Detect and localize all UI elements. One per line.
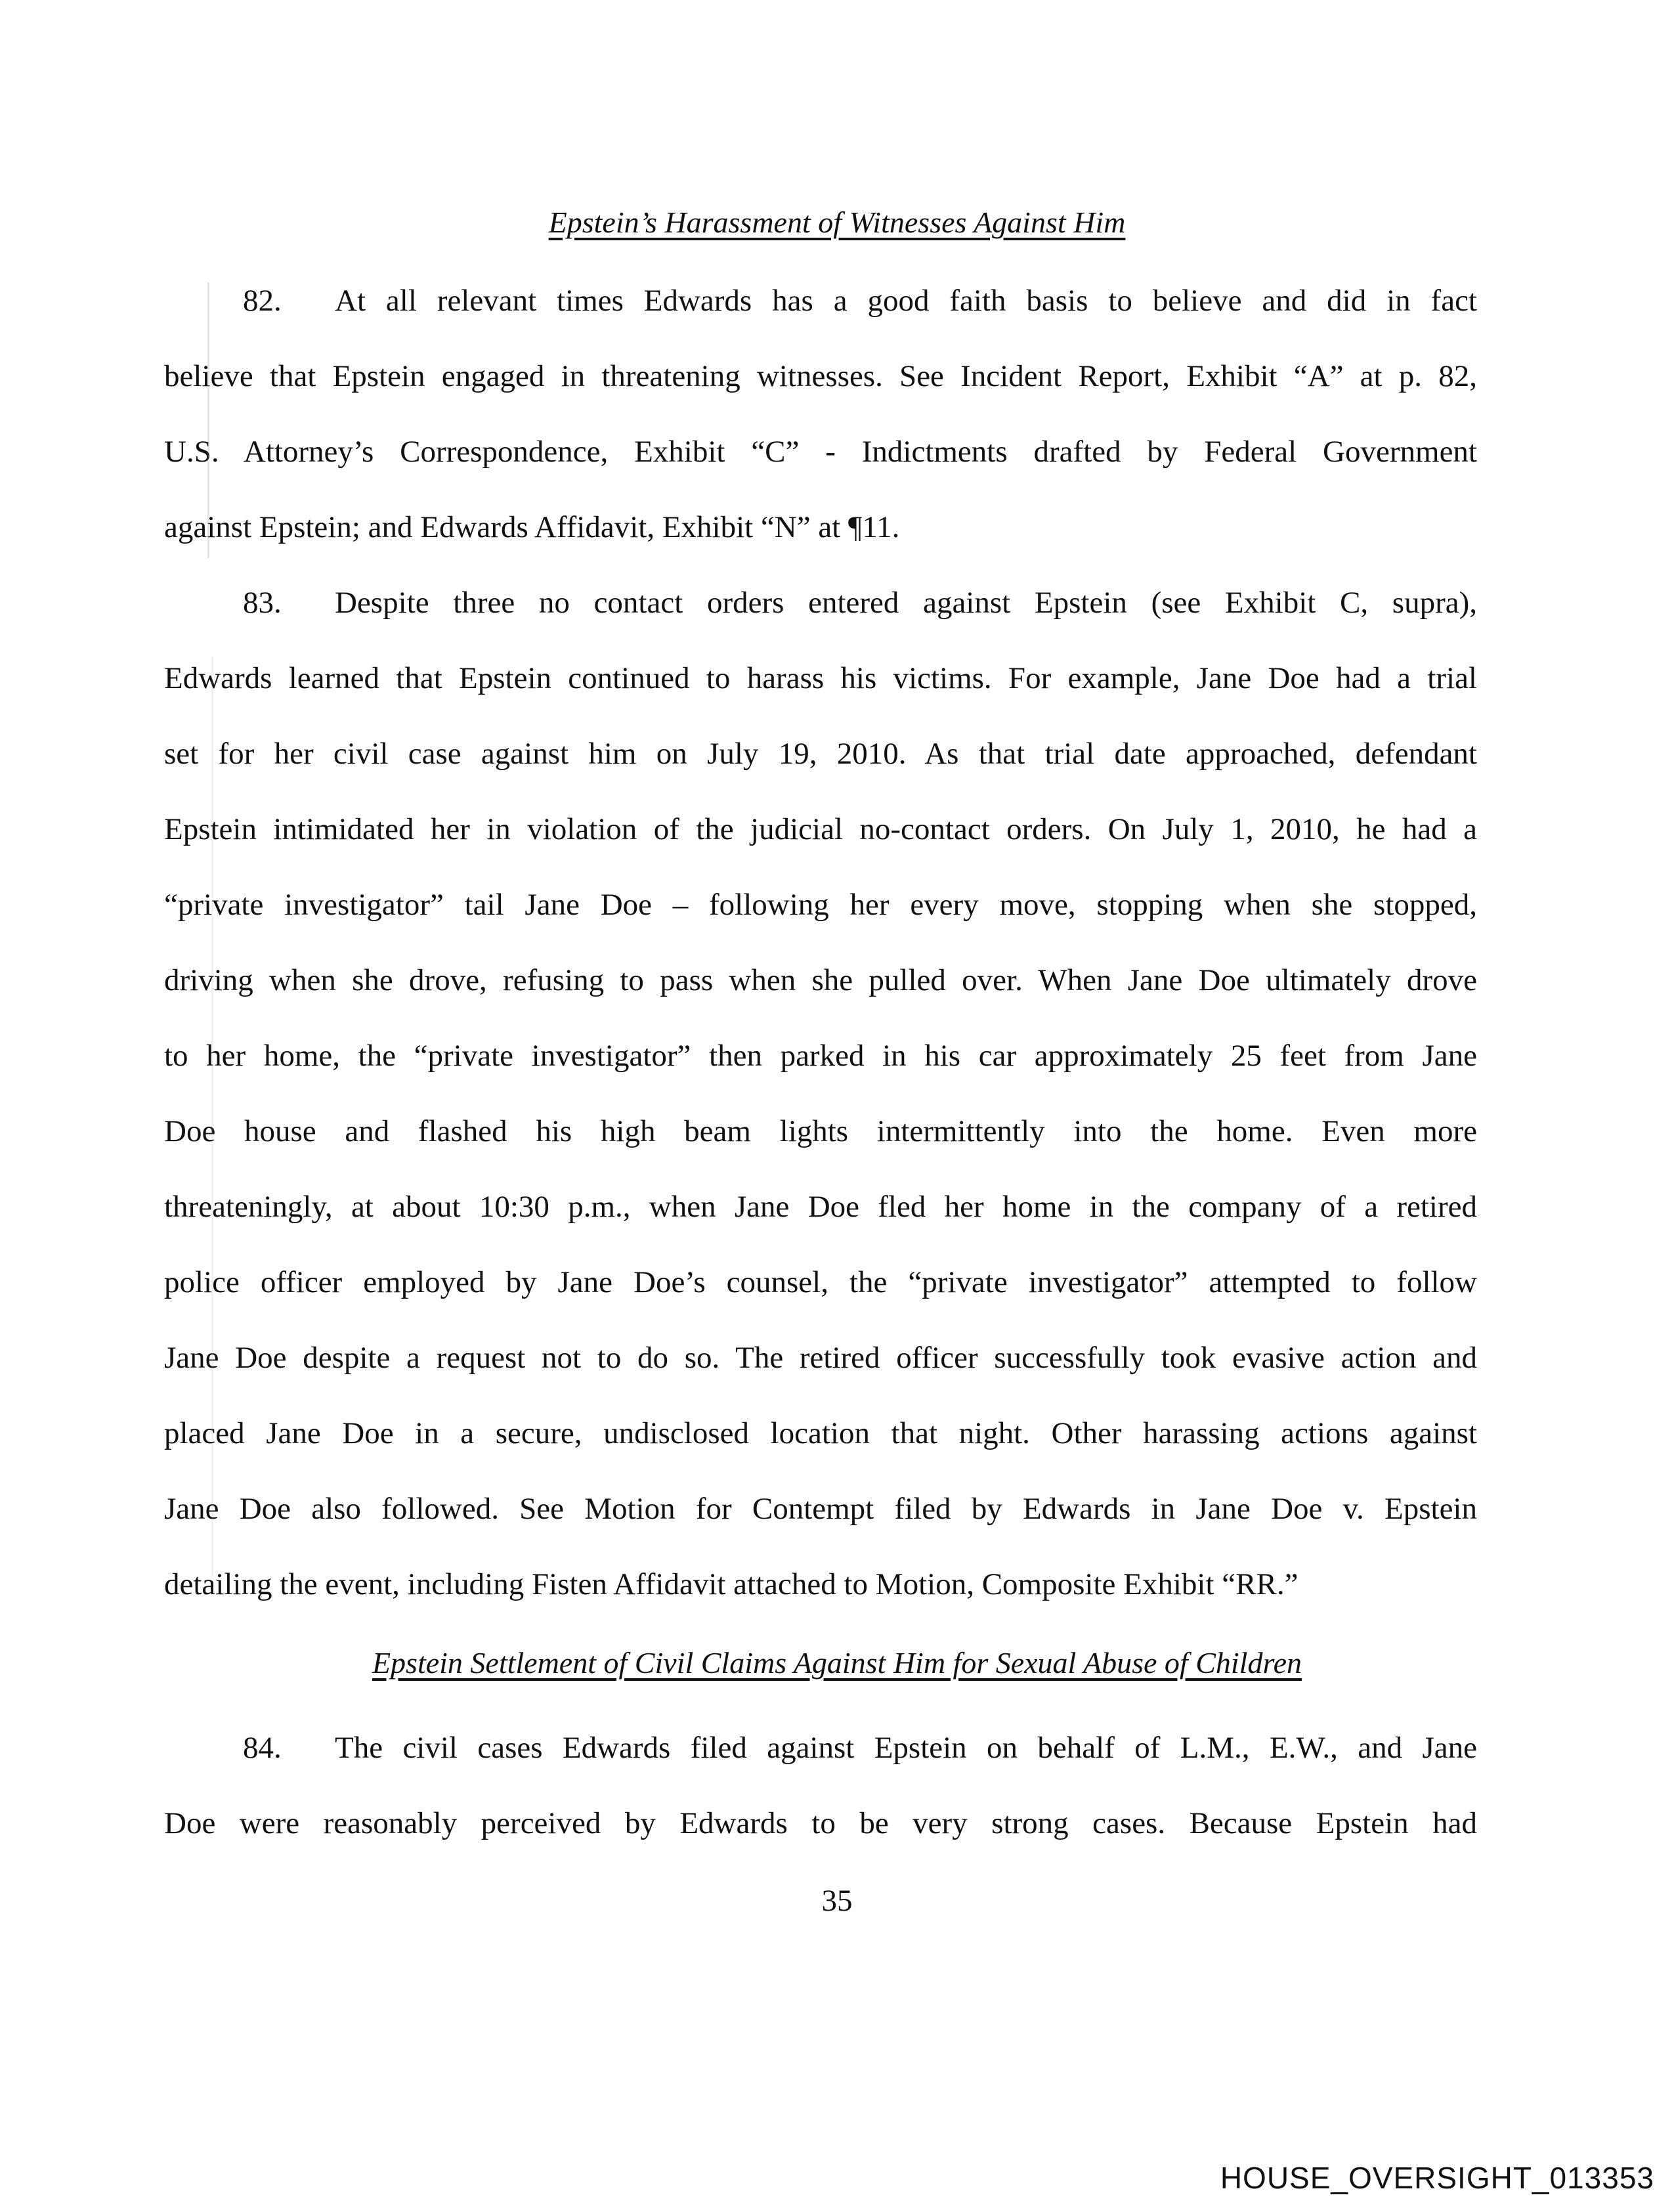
paragraph-83-line-5: “private investigator” tail Jane Doe – following her every move, stopping when she stopped, — [164, 888, 1477, 922]
paragraph-83-line-8: Doe house and flashed his high beam lights intermittently into the home. Even more — [164, 1114, 1477, 1148]
paragraph-83-line-6: driving when she drove, refusing to pass when she pulled over. When Jane Doe ultimately drove — [164, 963, 1477, 997]
paragraph-83-line-3: set for her civil case against him on July 19, 2010. As that trial date approached, defendant — [164, 737, 1477, 771]
page-number: 35 — [821, 1884, 853, 1918]
scan-artifact-mark — [211, 657, 213, 1576]
paragraph-number-82: 82. — [243, 284, 282, 318]
bates-stamp: HOUSE_OVERSIGHT_013353 — [1220, 2161, 1654, 2195]
paragraph-84-line-2: Doe were reasonably perceived by Edwards to be very strong cases. Because Epstein had — [164, 1806, 1477, 1840]
paragraph-82-line-3: U.S. Attorney’s Correspondence, Exhibit “C” - Indictments drafted by Federal Government — [164, 435, 1477, 469]
paragraph-82-line-2: believe that Epstein engaged in threatening witnesses. See Incident Report, Exhibit “A” at p. 82, — [164, 359, 1477, 393]
paragraph-84-line-1 — [243, 1728, 1477, 1767]
paragraph-83-line-11: Jane Doe despite a request not to do so. The retired officer successfully took evasive action and — [164, 1341, 1477, 1375]
paragraph-83-line-13: Jane Doe also followed. See Motion for Contempt filed by Edwards in Jane Doe v. Epstein — [164, 1492, 1477, 1526]
paragraph-text: The civil cases Edwards filed against Epstein on behalf of L.M., E.W., and Jane — [335, 1731, 1477, 1765]
paragraph-83-line-12: placed Jane Doe in a secure, undisclosed location that night. Other harassing actions against — [164, 1416, 1477, 1450]
paragraph-82-line-4: against Epstein; and Edwards Affidavit, Exhibit “N” at ¶11. — [164, 510, 900, 544]
paragraph-number-84: 84. — [243, 1731, 282, 1765]
scan-artifact-mark — [207, 282, 209, 558]
paragraph-text: Despite three no contact orders entered against Epstein (see Exhibit C, supra), — [335, 586, 1477, 620]
paragraph-83-line-10: police officer employed by Jane Doe’s counsel, the “private investigator” attempted to follow — [164, 1265, 1477, 1299]
paragraph-83-line-7: to her home, the “private investigator” then parked in his car approximately 25 feet from Jane — [164, 1039, 1477, 1073]
paragraph-text: At all relevant times Edwards has a good faith basis to believe and did in fact — [335, 284, 1477, 318]
paragraph-83-line-4: Epstein intimidated her in violation of the judicial no-contact orders. On July 1, 2010, he had a — [164, 812, 1477, 846]
paragraph-82-line-1 — [243, 281, 1477, 320]
paragraph-83-line-2: Edwards learned that Epstein continued to harass his victims. For example, Jane Doe had a trial — [164, 661, 1477, 695]
paragraph-number-83: 83. — [243, 586, 282, 620]
paragraph-83-line-9: threateningly, at about 10:30 p.m., when Jane Doe fled her home in the company of a retired — [164, 1190, 1477, 1224]
section-heading-civil-settlement: Epstein Settlement of Civil Claims Against Him for Sexual Abuse of Children — [372, 1646, 1302, 1680]
paragraph-83-line-14: detailing the event, including Fisten Affidavit attached to Motion, Composite Exhibit “RR.” — [164, 1567, 1298, 1601]
paragraph-83-line-1 — [243, 583, 1477, 622]
section-heading-witness-harassment: Epstein’s Harassment of Witnesses Against Him — [548, 206, 1126, 239]
